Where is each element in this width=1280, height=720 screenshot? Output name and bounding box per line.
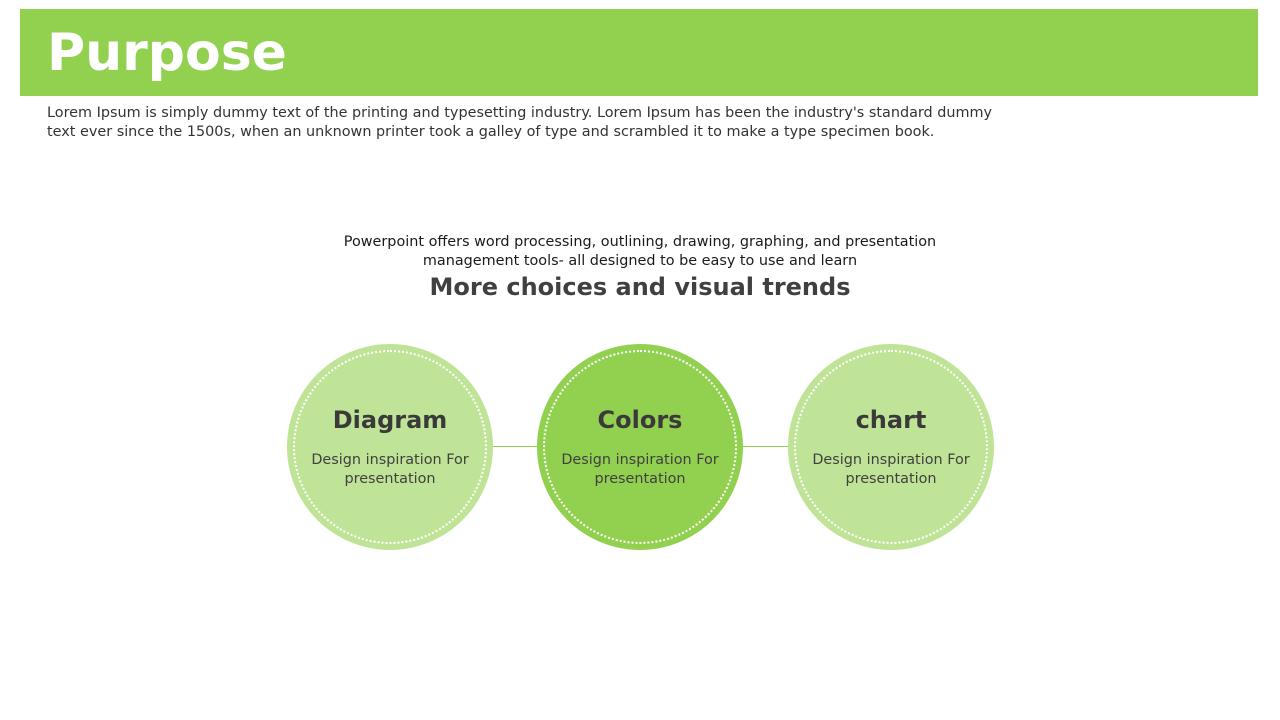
connector-line-right xyxy=(743,446,789,447)
circle-title: chart xyxy=(855,406,927,434)
dotted-ring xyxy=(794,350,988,544)
circle-colors xyxy=(537,344,743,550)
circle-title: Diagram xyxy=(332,406,448,434)
circle-description: Design inspiration For presentation xyxy=(812,452,970,487)
intro-paragraph: Lorem Ipsum is simply dummy text of the printing and typesetting industry. Lorem Ipsum has been the industry's standard dummy text ever since the 1500s, when an unknown printer took a galley of type and scrambled it to make a type specimen book. xyxy=(47,105,993,140)
page-title: Purpose xyxy=(47,23,287,83)
circle-description: Design inspiration For presentation xyxy=(311,452,469,487)
connector-line-left xyxy=(493,446,538,447)
circle-diagram xyxy=(287,344,493,550)
title-bar xyxy=(20,9,1258,96)
circle-description: Design inspiration For presentation xyxy=(561,452,719,487)
dotted-ring xyxy=(543,350,737,544)
dotted-ring xyxy=(293,350,487,544)
section-heading: More choices and visual trends xyxy=(429,273,851,301)
circle-chart xyxy=(788,344,994,550)
circle-title: Colors xyxy=(597,406,683,434)
section-subtext: Powerpoint offers word processing, outlining, drawing, graphing, and presentation management tools- all designed to be easy to use and learn xyxy=(343,234,937,269)
